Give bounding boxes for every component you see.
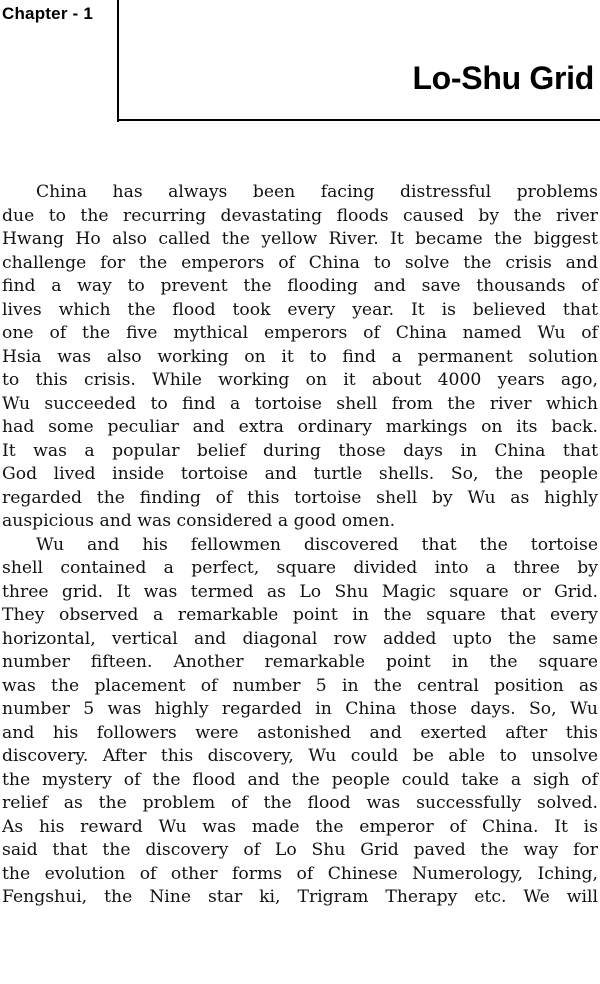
header-vertical-rule <box>117 0 119 122</box>
text-line: one of the five mythical emperors of China named Wu of <box>2 323 598 343</box>
text-line: the evolution of other forms of Chinese Numerology, Iching, <box>2 863 598 884</box>
chapter-header <box>0 0 600 122</box>
text-line: to this crisis. While working on it about 4000 years ago, <box>2 370 598 390</box>
text-line: number fifteen. Another remarkable point in the square <box>2 652 598 672</box>
body-text <box>2 181 598 910</box>
text-line: challenge for the emperors of China to solve the crisis and <box>2 252 598 273</box>
chapter-label: Chapter - 1 <box>2 4 93 23</box>
text-line: number 5 was highly regarded in China those days. So, Wu <box>2 699 598 719</box>
chapter-title: Lo-Shu Grid <box>412 60 594 96</box>
text-line: Wu succeeded to find a tortoise shell from the river which <box>2 393 598 414</box>
text-line: China has always been facing distressful problems <box>36 182 598 202</box>
text-line: had some peculiar and extra ordinary markings on its back. <box>2 417 598 437</box>
text-line: Hsia was also working on it to find a permanent solution <box>2 346 598 367</box>
text-line: due to the recurring devastating floods caused by the river <box>2 205 598 226</box>
text-line: horizontal, vertical and diagonal row added upto the same <box>2 628 598 649</box>
text-line: lives which the flood took every year. It is believed that <box>2 299 598 320</box>
text-line: regarded the finding of this tortoise shell by Wu as highly <box>2 487 598 508</box>
text-line: and his followers were astonished and exerted after this <box>2 722 598 743</box>
text-line: They observed a remarkable point in the square that every <box>2 605 598 625</box>
text-line: Hwang Ho also called the yellow River. It became the biggest <box>2 229 598 249</box>
text-line: discovery. After this discovery, Wu could be able to unsolve <box>2 746 598 766</box>
text-line: the mystery of the flood and the people could take a sigh of <box>2 769 598 790</box>
text-line: relief as the problem of the flood was successfully solved. <box>2 793 598 813</box>
header-horizontal-rule <box>117 119 600 121</box>
text-line: three grid. It was termed as Lo Shu Magic square or Grid. <box>2 581 598 602</box>
text-line: said that the discovery of Lo Shu Grid paved the way for <box>2 840 598 860</box>
text-line: As his reward Wu was made the emperor of China. It is <box>2 816 598 837</box>
text-line: God lived inside tortoise and turtle shells. So, the people <box>2 464 598 484</box>
text-line: shell contained a perfect, square divided into a three by <box>2 558 598 578</box>
text-line: Fengshui, the Nine star ki, Trigram Therapy etc. We will <box>2 887 598 907</box>
text-line: auspicious and was considered a good omen. <box>2 511 396 531</box>
text-line: was the placement of number 5 in the central position as <box>2 675 598 696</box>
text-line: It was a popular belief during those days in China that <box>2 440 598 461</box>
text-line: Wu and his fellowmen discovered that the tortoise <box>36 534 598 555</box>
text-line: find a way to prevent the flooding and save thousands of <box>2 276 598 296</box>
